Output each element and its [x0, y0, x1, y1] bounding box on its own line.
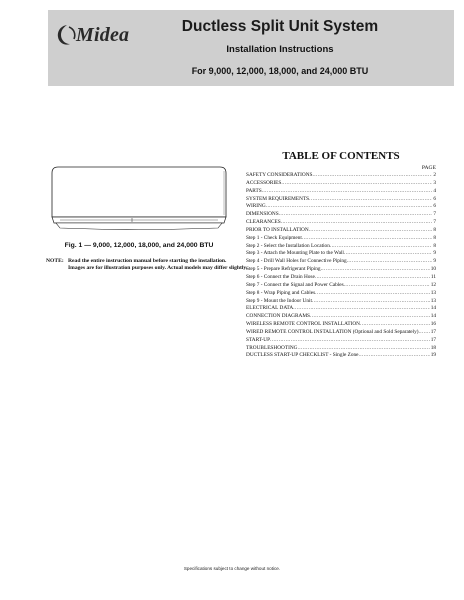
toc-entry-title: Step 3 - Attach the Mounting Plate to the Wall — [246, 250, 344, 257]
toc-entry-page: 12 — [430, 281, 436, 288]
document-subtitle: Installation Instructions — [226, 44, 334, 55]
toc-entry[interactable] — [246, 172, 436, 180]
toc-leader-dots — [312, 172, 432, 180]
toc-leader-dots — [419, 329, 430, 337]
toc-entry[interactable] — [246, 282, 436, 290]
toc-entry-title: ELECTRICAL DATA — [246, 305, 294, 312]
brand-logo — [56, 20, 129, 50]
footer-disclaimer: Specifications subject to change without notice. — [183, 566, 281, 571]
toc-leader-dots — [270, 337, 430, 345]
toc-entry-page: 13 — [430, 289, 436, 296]
toc-entry-page: 16 — [430, 321, 436, 328]
toc-leader-dots — [344, 250, 432, 258]
toc-entry-title: PRIOR TO INSTALLATION — [246, 226, 309, 233]
toc-entry[interactable] — [246, 352, 436, 360]
toc-entry-title: DIMENSIONS — [246, 211, 279, 218]
toc-entry-page: 2 — [433, 172, 436, 178]
toc-entry-title: Step 6 - Connect the Drain Hose — [246, 273, 315, 280]
note-line-2: Images are for illustration purposes only. Actual models may differ slightly. — [68, 265, 248, 272]
toc-entry-title: Step 8 - Wrap Piping and Cables — [246, 289, 316, 296]
toc-entry-page: 11 — [430, 273, 436, 280]
toc-leader-dots — [360, 321, 430, 329]
toc-entry-page: 17 — [430, 328, 436, 335]
toc-entry[interactable] — [246, 290, 436, 298]
toc-entry-title: Step 9 - Mount the Indoor Unit — [246, 297, 312, 304]
toc-entry-title: WIRING — [246, 203, 266, 210]
toc-entry-page: 13 — [430, 297, 436, 304]
toc-entry-page: 6 — [433, 203, 436, 210]
toc-entry-title: PARTS — [246, 187, 262, 194]
toc-entry[interactable] — [246, 250, 436, 258]
toc-entry[interactable] — [246, 219, 436, 227]
brand-name: Midea — [76, 23, 130, 46]
toc-entry-title: Step 5 - Prepare Refrigerant Piping — [246, 266, 321, 273]
toc-entry[interactable] — [246, 305, 436, 313]
toc-entry[interactable] — [246, 345, 436, 353]
toc-entry-title: TROUBLESHOOTING — [246, 344, 298, 351]
toc-leader-dots — [279, 211, 433, 219]
toc-entry[interactable] — [246, 211, 436, 219]
toc-leader-dots — [309, 196, 432, 204]
toc-entry-title: WIRELESS REMOTE CONTROL INSTALLATION — [246, 321, 360, 328]
toc-entry[interactable] — [246, 298, 436, 306]
toc-entry[interactable] — [246, 258, 436, 266]
toc-entry-title: SYSTEM REQUIREMENTS — [246, 195, 310, 202]
toc-leader-dots — [315, 290, 430, 298]
toc-leader-dots — [266, 203, 433, 211]
toc-leader-dots — [293, 305, 430, 313]
toc-leader-dots — [281, 219, 433, 227]
toc-entry-page: 8 — [433, 226, 436, 233]
note-label: NOTE: — [46, 258, 64, 264]
toc-page-label: PAGE — [421, 165, 436, 171]
toc-entry-page: 10 — [430, 266, 436, 273]
document-title: Ductless Split Unit System — [181, 18, 379, 35]
toc-entry-page: 14 — [430, 305, 436, 312]
toc-entry-page: 14 — [430, 313, 436, 320]
toc-entry-title: DUCTLESS START-UP CHECKLIST - Single Zone — [246, 352, 359, 359]
toc-entry[interactable] — [246, 243, 436, 251]
toc-entry-page: 6 — [433, 195, 436, 202]
toc-leader-dots — [309, 227, 433, 235]
toc-entry-page: 3 — [433, 179, 436, 186]
toc-leader-dots — [321, 266, 430, 274]
toc-entry-title: Step 1 - Check Equipment — [246, 234, 302, 241]
figure-caption: Fig. 1 — 9,000, 12,000, 18,000, and 24,000 BTU — [64, 242, 214, 249]
note-line-1: Read the entire instruction manual before starting the installation. — [68, 258, 227, 264]
toc-entry[interactable] — [246, 266, 436, 274]
indoor-unit-illustration — [48, 165, 228, 240]
toc-leader-dots — [302, 235, 432, 243]
toc-entry-page: 8 — [433, 242, 436, 249]
toc-entry-page: 17 — [430, 336, 436, 343]
midea-logo-icon — [56, 23, 78, 47]
toc-entry[interactable] — [246, 313, 436, 321]
toc-entry[interactable] — [246, 337, 436, 345]
toc-entry[interactable] — [246, 227, 436, 235]
toc-leader-dots — [330, 243, 432, 251]
toc-leader-dots — [312, 298, 430, 306]
toc-entry[interactable] — [246, 321, 436, 329]
toc-entry-title: ACCESSORIES — [246, 179, 282, 186]
toc-leader-dots — [298, 345, 430, 353]
toc-entry-title: CLEARANCES — [246, 219, 281, 226]
toc-entry-page: 8 — [433, 234, 436, 241]
toc-leader-dots — [315, 274, 430, 282]
toc-entry-title: Step 7 - Connect the Signal and Power Cables — [246, 281, 344, 288]
toc-entry-title: SAFETY CONSIDERATIONS — [246, 172, 313, 178]
toc-entry-title: Step 2 - Select the Installation Location — [246, 242, 330, 249]
toc-leader-dots — [281, 180, 432, 188]
toc-entry-page: 7 — [433, 219, 436, 226]
toc-entry-title: Step 4 - Drill Wall Holes for Connective Piping — [246, 258, 347, 265]
toc-entry-page: 19 — [430, 352, 436, 359]
toc-entry[interactable] — [246, 203, 436, 211]
toc-leader-dots — [310, 313, 430, 321]
toc-leader-dots — [344, 282, 430, 290]
toc-entry[interactable] — [246, 188, 436, 196]
toc-entry-page: 18 — [430, 344, 436, 351]
btu-models-line: For 9,000, 12,000, 18,000, and 24,000 BTU — [191, 66, 369, 76]
toc-entry-title: CONNECTION DIAGRAMS — [246, 313, 311, 320]
toc-heading: TABLE OF CONTENTS — [282, 150, 400, 162]
toc-entry-page: 9 — [433, 250, 436, 257]
toc-entry[interactable] — [246, 329, 436, 337]
toc-entry-page: 9 — [433, 258, 436, 265]
toc-entry-page: 7 — [433, 211, 436, 218]
toc-entry-page: 4 — [433, 187, 436, 194]
toc-leader-dots — [359, 352, 430, 360]
toc-entry[interactable] — [246, 180, 436, 188]
toc-entry[interactable] — [246, 235, 436, 243]
toc-entry[interactable] — [246, 274, 436, 282]
toc-entry[interactable] — [246, 196, 436, 204]
toc-entry-title: START-UP — [246, 336, 271, 343]
toc-leader-dots — [262, 188, 433, 196]
table-of-contents — [246, 172, 436, 360]
installation-note — [46, 258, 256, 273]
toc-leader-dots — [347, 258, 433, 266]
toc-entry-title: WIRED REMOTE CONTROL INSTALLATION (Optional and Sold Separately) — [246, 328, 419, 335]
